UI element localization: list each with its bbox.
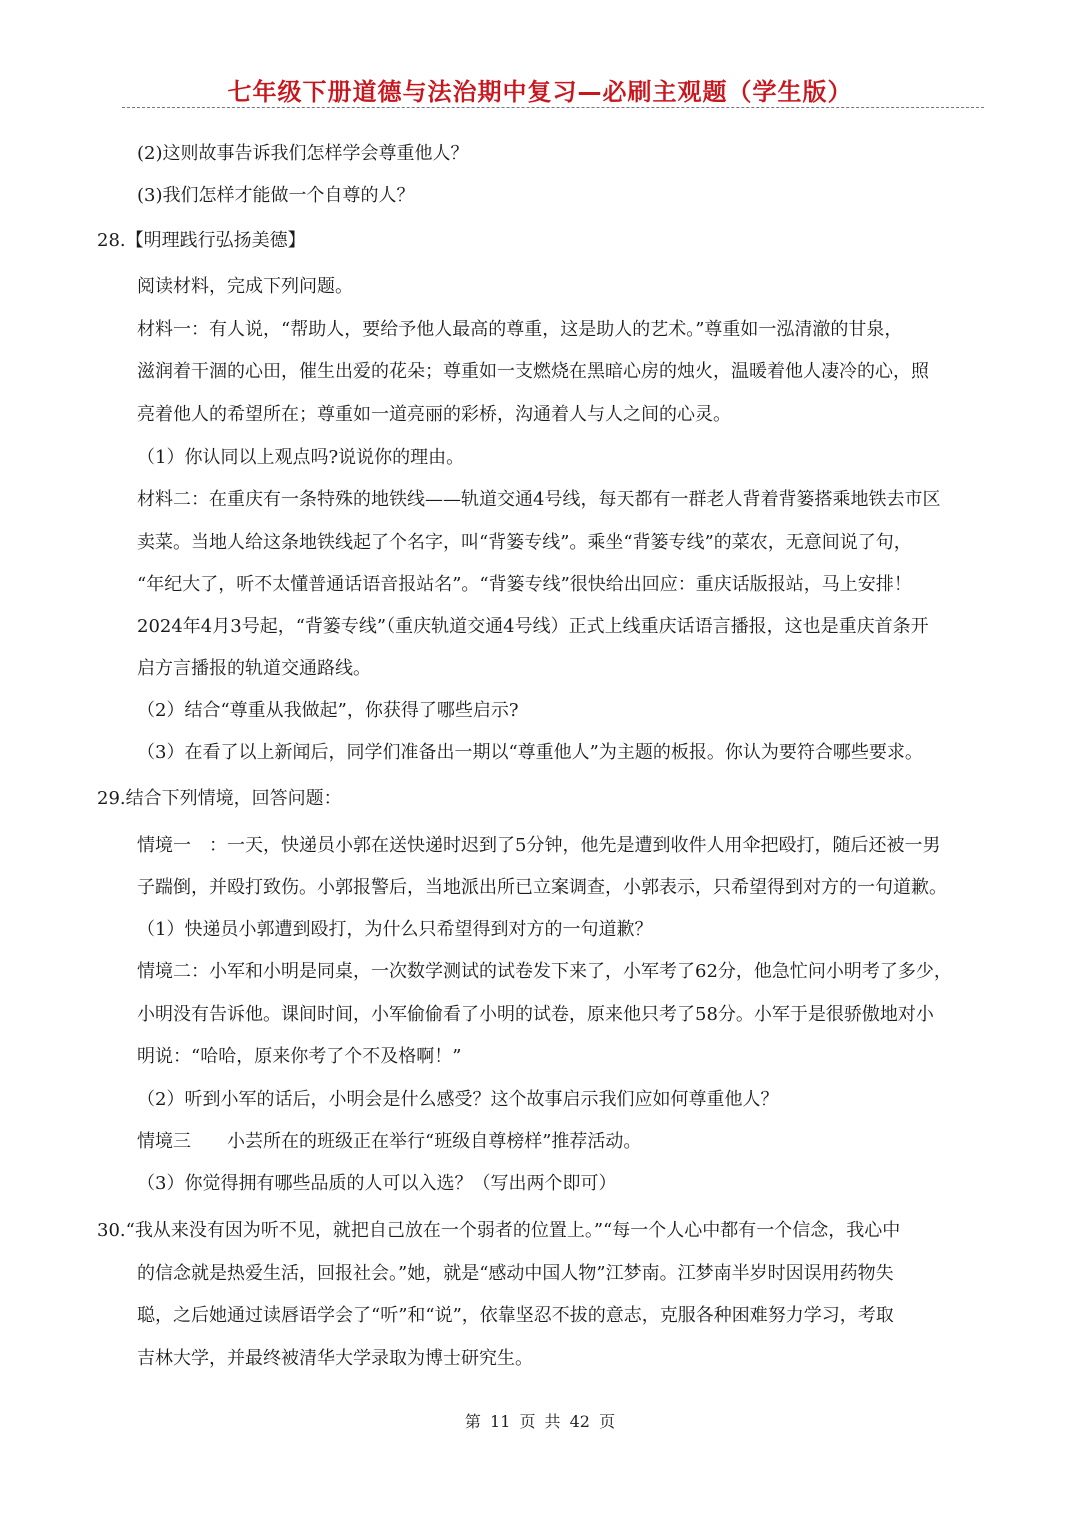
page-title: 七年级下册道德与法治期中复习—必刷主观题（学生版） [227,78,853,106]
text-line: 聪，之后她通过读唇语学会了“听”和“说”，依靠坚忍不拔的意志，克服各种困难努力学习，考取 [137,1305,894,1326]
text-line: （2）听到小军的话后，小明会是什么感受？这个故事启示我们应如何尊重他人？ [137,1089,779,1110]
text-line: （3）你觉得拥有哪些品质的人可以入选？（写出两个即可） [137,1173,617,1194]
text-line: 明说：“哈哈，原来你考了个不及格啊！” [137,1046,462,1067]
question-heading: 29.结合下列情境，回答问题： [97,788,342,809]
text-line: 卖菜。当地人给这条地铁线起了个名字，叫“背篓专线”。乘坐“背篓专线”的菜农，无意间说了句， [137,532,912,553]
text-line: 材料二：在重庆有一条特殊的地铁线——轨道交通4号线，每天都有一群老人背着背篓搭乘地铁去市区 [137,489,941,510]
text-line: (3)我们怎样才能做一个自尊的人？ [137,185,415,206]
text-line: 阅读材料，完成下列问题。 [137,276,353,297]
text-line: （2）结合“尊重从我做起”，你获得了哪些启示? [137,700,519,721]
text-line: 小明没有告诉他。课间时间，小军偷偷看了小明的试卷，原来他只考了58分。小军于是很骄傲地对小 [137,1004,934,1025]
text-line: 子踹倒，并殴打致伤。小郭报警后，当地派出所已立案调查，小郭表示，只希望得到对方的一句道歉。 [137,877,947,898]
text-line: （3）在看了以上新闻后，同学们准备出一期以“尊重他人”为主题的板报。你认为要符合哪些要求。 [137,742,923,763]
text-line: 的信念就是热爱生活，回报社会。”她，就是“感动中国人物”江梦南。江梦南半岁时因误用药物失 [137,1263,894,1284]
text-line: 启方言播报的轨道交通路线。 [137,658,371,679]
question-heading: 30.“我从来没有因为听不见，就把自己放在一个弱者的位置上。”“每一个人心中都有一个信念，我心中 [97,1220,901,1241]
text-line: 滋润着干涸的心田，催生出爱的花朵；尊重如一支燃烧在黑暗心房的烛火，温暖着他人凄冷的心，照 [137,361,929,382]
text-line: 情境一 ：一天，快递员小郭在送快递时迟到了5分钟，他先是遭到收件人用伞把殴打，随后还被一男 [137,835,941,856]
page-number: 第 11 页 共 42 页 [464,1412,616,1431]
text-line: 2024年4月3号起，“背篓专线”（重庆轨道交通4号线）正式上线重庆话语言播报，这也是重庆首条开 [137,616,929,637]
text-line: 亮着他人的希望所在；尊重如一道亮丽的彩桥，沟通着人与人之间的心灵。 [137,404,731,425]
text-line: 情境三 小芸所在的班级正在举行“班级自尊榜样”推荐活动。 [137,1131,642,1152]
text-line: 材料一：有人说，“帮助人，要给予他人最高的尊重，这是助人的艺术。”尊重如一泓清澈的甘泉， [137,319,903,340]
text-line: “年纪大了，听不太懂普通话语音报站名”。“背篓专线”很快给出回应：重庆话版报站，马上安排！ [137,574,912,595]
text-line: （1）你认同以上观点吗?说说你的理由。 [137,447,465,468]
text-line: （1）快递员小郭遭到殴打，为什么只希望得到对方的一句道歉？ [137,919,653,940]
question-heading: 28.【明理践行弘扬美德】 [97,230,306,251]
header-divider [122,107,984,108]
text-line: (2)这则故事告诉我们怎样学会尊重他人？ [137,143,469,164]
text-line: 情境二：小军和小明是同桌，一次数学测试的试卷发下来了，小军考了62分，他急忙问小明考了多少， [137,961,952,982]
text-line: 吉林大学，并最终被清华大学录取为博士研究生。 [137,1348,533,1369]
